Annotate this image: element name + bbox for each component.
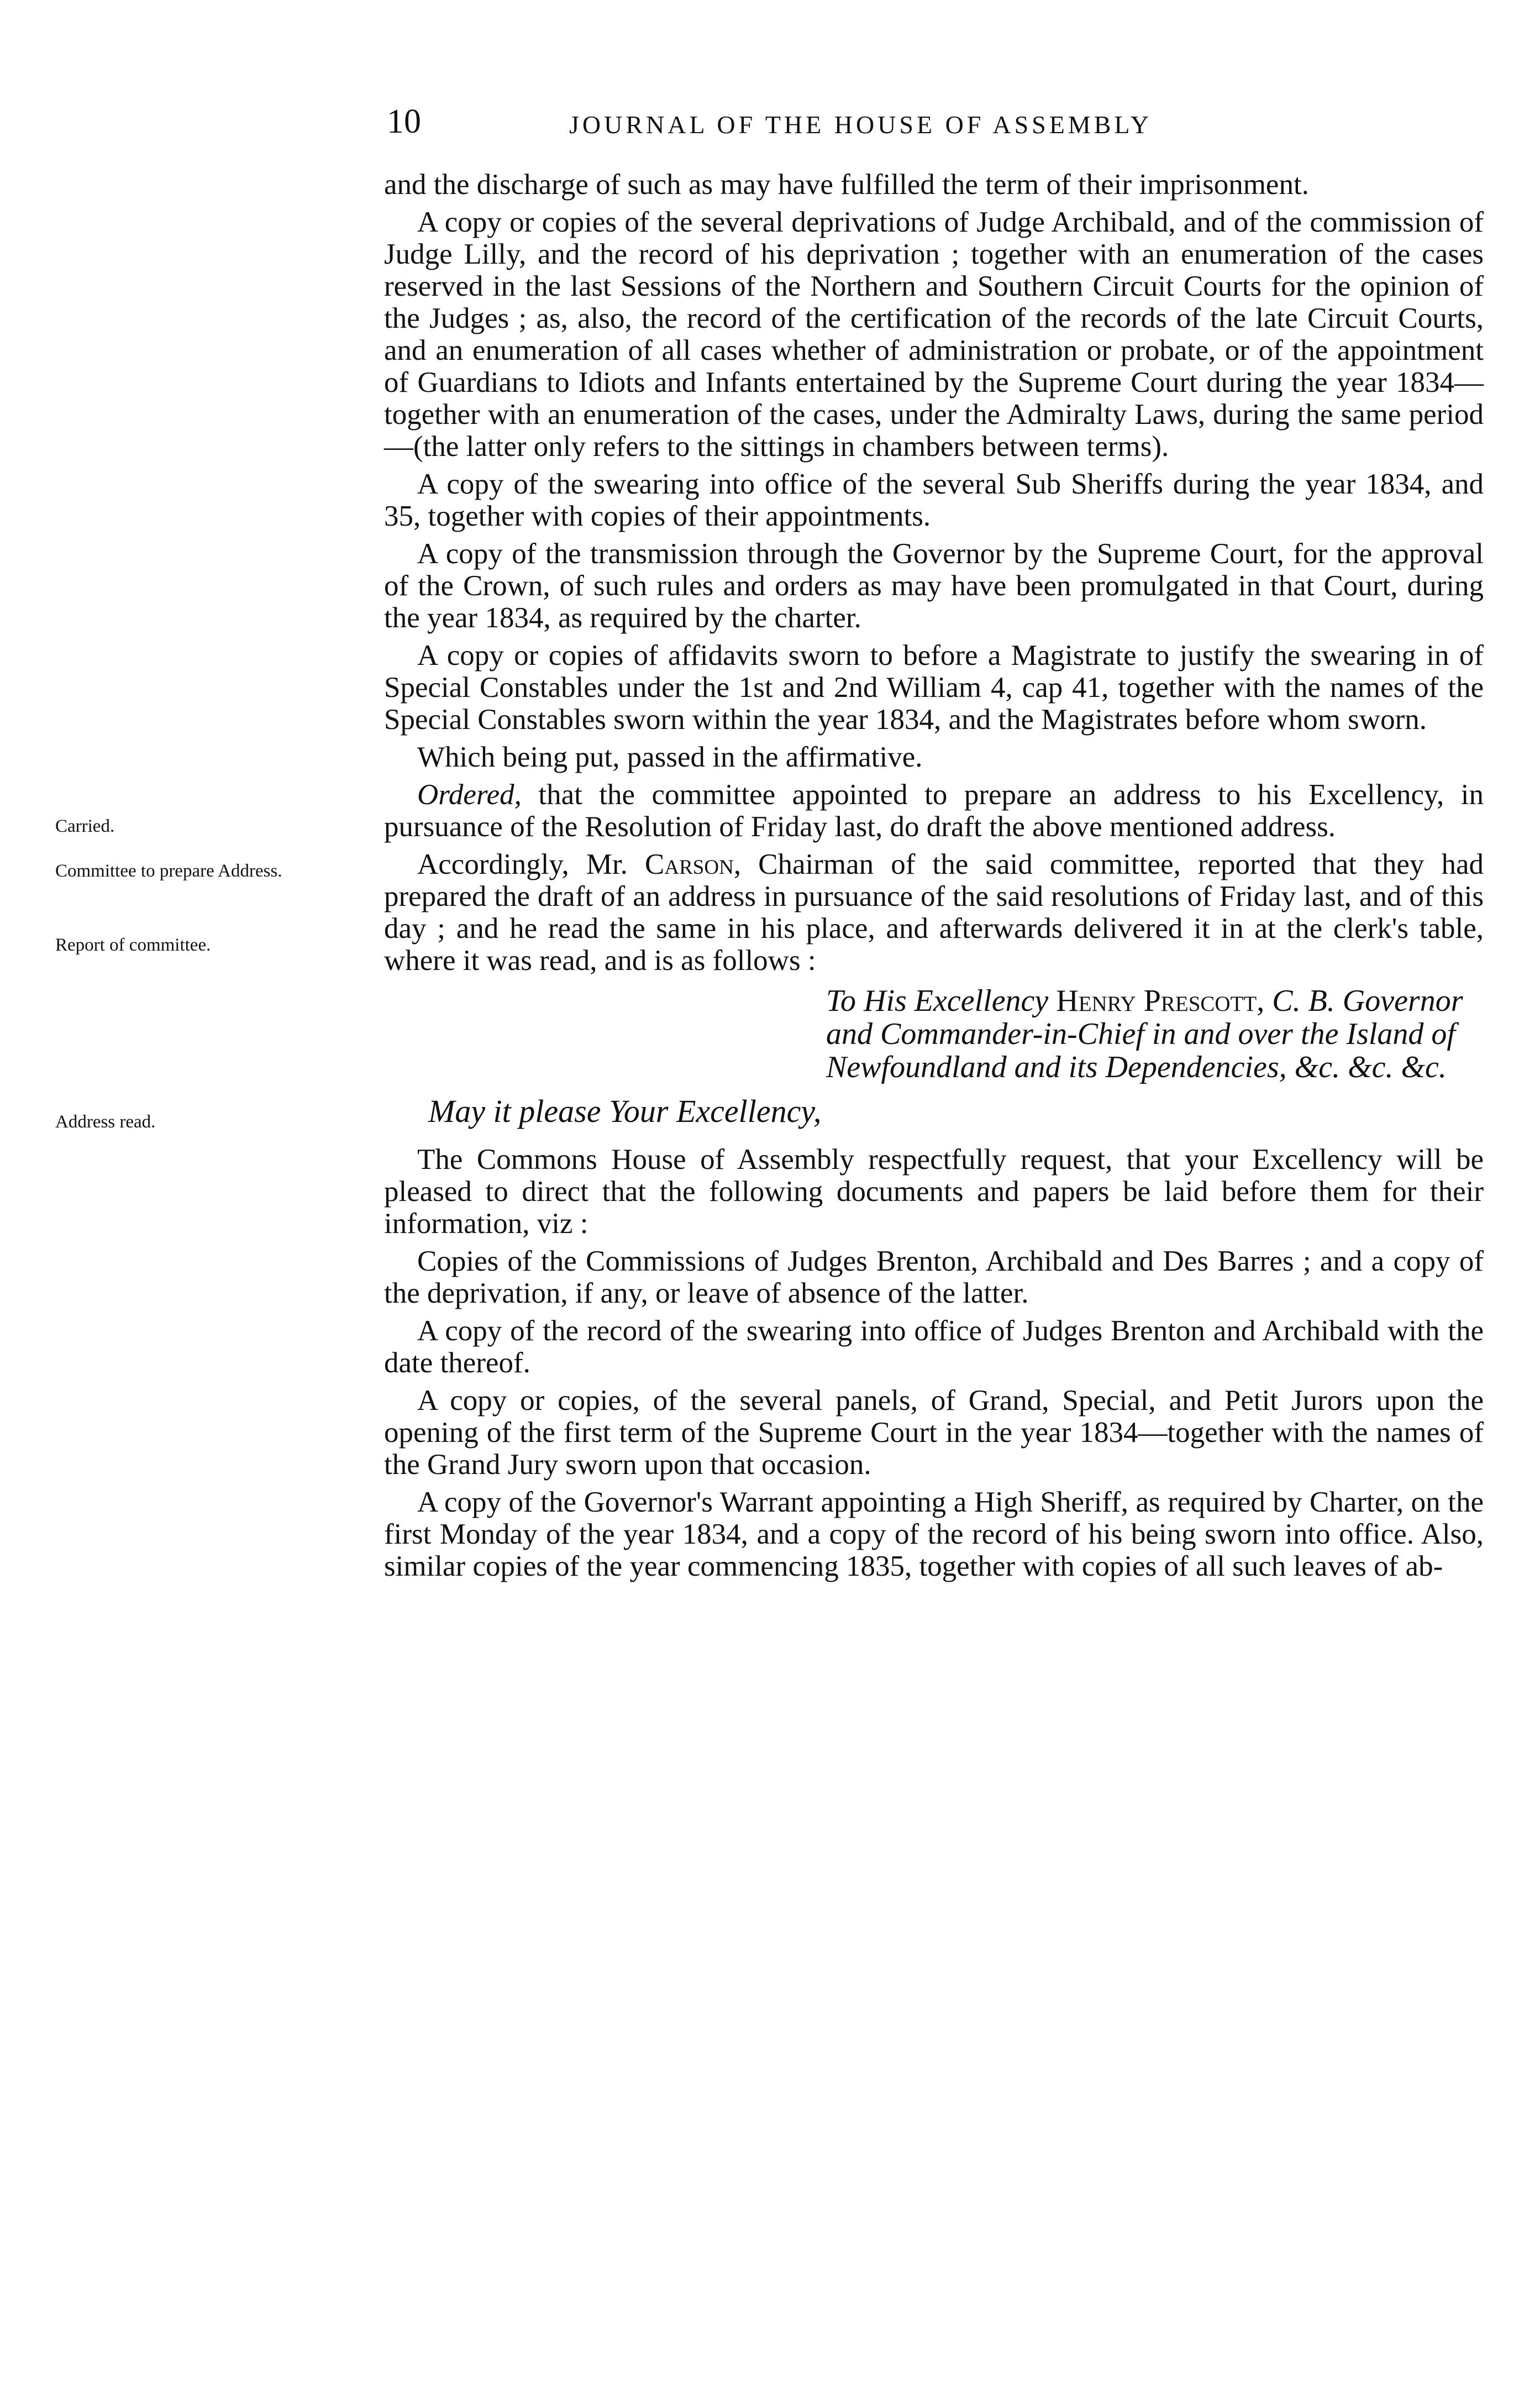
paragraph-transmission: A copy of the transmission through the Governor by the Supreme Court, for the approval of the Crown, of such rules and orders as may have been promulgated in that Court, during the year 1834, as required by the charter. — [384, 538, 1484, 634]
report-text-start: Accordingly, Mr. — [417, 848, 645, 880]
paragraph-sub-sheriffs: A copy of the swearing into office of the several Sub Sheriffs during the year 1834, and 35, together with copies of their appointments. — [384, 468, 1484, 532]
address-to: To His Excellency — [826, 984, 1057, 1018]
paragraph-swearing-record: A copy of the record of the swearing into office of Judges Brenton and Archibald with the date thereof. — [384, 1315, 1484, 1379]
paragraph-affidavits: A copy or copies of affidavits sworn to before a Magistrate to justify the swearing in of Special Constables under the 1st and 2nd William 4, cap 41, together with the names of the Special Constables sworn within the year 1834, and the Magistrates before whom sworn. — [384, 639, 1484, 736]
paragraph-commissions: Copies of the Commissions of Judges Brenton, Archibald and Des Barres ; and a copy of the deprivation, if any, or leave of absence of the latter. — [384, 1245, 1484, 1309]
paragraph-request: The Commons House of Assembly respectfully request, that your Excellency will be pleased to direct that the following documents and papers be laid before them for their information, viz : — [384, 1143, 1484, 1240]
paragraph-high-sheriff: A copy of the Governor's Warrant appointing a High Sheriff, as required by Charter, on the first Monday of the year 1834, and a copy of the record of his being sworn into office. Also, similar copies of the year commencing 1835, together with copies of all such leaves of ab- — [384, 1486, 1484, 1582]
margin-note-carried: Carried. — [55, 816, 115, 836]
ordered-label: Ordered, — [417, 779, 522, 811]
margin-note-committee: Committee to prepare Address. — [55, 861, 282, 881]
paragraph-passed: Which being put, passed in the affirmative. — [417, 741, 923, 773]
paragraph-ordered — [384, 779, 1484, 843]
report-text-end: , Chairman of the said committee, reported that they had prepared the draft of an address in pursuance of the said resolutions of Friday last, and of this day ; and he read the same in his place, and afterwards delivered it in at the clerk's table, where it was read, and is as follows : — [384, 848, 1484, 977]
running-head — [387, 99, 1492, 144]
governor-title: C. B. Governor and Commander-in-Chief in and over the Island of Newfoundland and its Dependencies, &c. &c. &c. — [826, 984, 1463, 1084]
paragraph-report — [384, 848, 1484, 977]
journal-body — [384, 169, 1484, 1588]
governor-name: Henry Prescott, — [1056, 984, 1265, 1018]
margin-note-report: Report of committee. — [55, 935, 211, 955]
margin-note-address-read: Address read. — [55, 1112, 156, 1132]
paragraph-continuation: and the discharge of such as may have fulfilled the term of their imprisonment. — [384, 169, 1309, 201]
paragraph-jurors: A copy or copies, of the several panels, of Grand, Special, and Petit Jurors upon the opening of the first term of the Supreme Court in the year 1834—together with the names of the Grand Jury sworn upon that occasion. — [384, 1384, 1484, 1481]
ordered-text: that the committee appointed to prepare an address to his Excellency, in pursuance of the Resolution of Friday last, do draft the above mentioned address. — [384, 779, 1484, 843]
journal-title: JOURNAL OF THE HOUSE OF ASSEMBLY — [569, 111, 1153, 139]
salutation: May it please Your Excellency, — [428, 1093, 822, 1129]
chairman-name: Carson — [645, 848, 734, 880]
paragraph-archibald-deprivations: A copy or copies of the several deprivations of Judge Archibald, and of the commission of Judge Lilly, and the record of his deprivation ; together with an enumeration of the cases reserved in the last Sessions of the Northern and Southern Circuit Courts for the opinion of the Judges ; as, also, the record of the certification of the records of the late Circuit Courts, and an enumeration of all cases whether of administration or probate, or of the appointment of Guardians to Idiots and Infants entertained by the Supreme Court during the year 1834—together with an enumeration of the cases, under the Admiralty Laws, during the same period—(the latter only refers to the sittings in chambers between terms). — [384, 206, 1484, 463]
address-heading — [384, 984, 1484, 1084]
page-number: 10 — [387, 103, 421, 140]
